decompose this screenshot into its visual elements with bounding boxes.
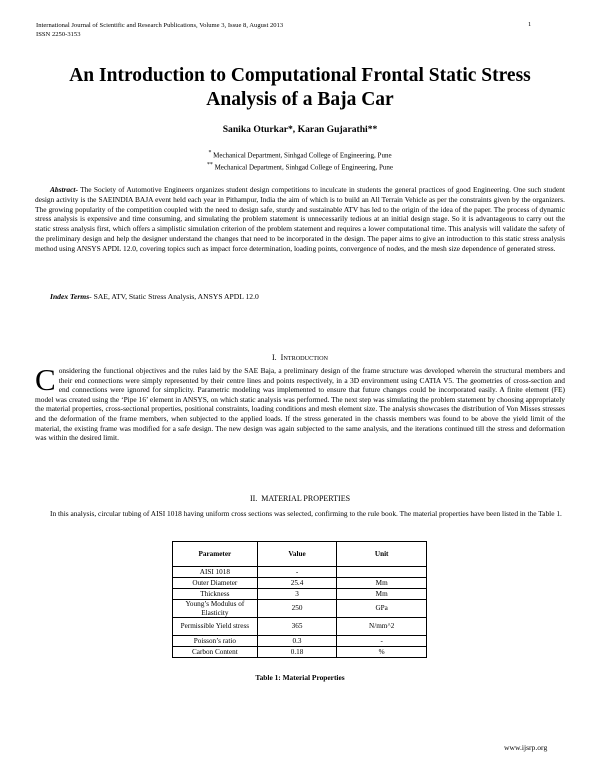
- material-properties-table: [172, 541, 427, 658]
- table-header: Value: [257, 542, 337, 567]
- table-cell: -: [337, 636, 427, 647]
- section-title-rest: NTRODUCTION: [283, 355, 329, 362]
- footer-url: www.ijsrp.org: [504, 743, 548, 752]
- table-cell: Carbon Content: [173, 647, 258, 658]
- affiliation-mark: **: [206, 161, 213, 168]
- section-number: II.: [249, 494, 258, 503]
- affiliation-1: [0, 149, 600, 161]
- table-row: [173, 647, 427, 658]
- introduction-paragraph: [35, 362, 565, 443]
- table-cell: 250: [257, 600, 337, 618]
- index-terms: [50, 292, 259, 301]
- affiliations: [0, 149, 600, 173]
- table-row: [173, 567, 427, 578]
- table-cell: Mm: [337, 589, 427, 600]
- issn: ISSN 2250-3153: [36, 31, 81, 38]
- drop-cap: C: [35, 362, 56, 397]
- affiliation-text: Mechanical Department, Sinhgad College of Engineering, Pune: [214, 163, 394, 172]
- affiliation-2: [0, 161, 600, 173]
- section-number: I.: [271, 353, 277, 362]
- journal-name: International Journal of Scientific and Research Publications, Volume 3, Issue 8, August 2013: [36, 22, 284, 29]
- table-cell: 3: [257, 589, 337, 600]
- affiliation-mark: *: [208, 150, 212, 156]
- index-terms-label: Index Terms: [50, 292, 90, 301]
- authors: Sanika Oturkar*, Karan Gujarathi**: [222, 124, 378, 135]
- table-row: [173, 618, 427, 636]
- table-cell: Thickness: [173, 589, 258, 600]
- table-cell: Mm: [337, 578, 427, 589]
- table-cell: AISI 1018: [173, 567, 258, 578]
- table-row: [173, 600, 427, 618]
- table-cell: 0.18: [257, 647, 337, 658]
- table-cell: 365: [257, 618, 337, 636]
- paper-title: [20, 64, 580, 112]
- table-row: [173, 636, 427, 647]
- table-cell: %: [337, 647, 427, 658]
- table-cell: Permissible Yield stress: [173, 618, 258, 636]
- table-cell: Young’s Modulus of Elasticity: [173, 600, 258, 618]
- index-terms-text: - SAE, ATV, Static Stress Analysis, ANSYS APDL 12.0: [89, 292, 259, 301]
- section-heading-introduction: [0, 353, 600, 362]
- abstract-text: The Society of Automotive Engineers organizes student design competitions to inculcate in students the general practices of good Engineering. One such student design activity is the SAEINDIA BAJA event held each year in Pithampur, India the aim of which is to build an All Terrain Vehicle as per the constraints given by the organizers. The growing popularity of the competition coupled with the need to design safe, sturdy and sustainable ATV has led to the origin of the idea of the paper. The process of dynamic stress analysis is expensive and time consuming, and simulating the problem statement is unnecessarily tedious at an initial design stage. So it is advantageous to carry out the static stress analysis first, which offers a simplistic simulation criterion of the problem statement and requires a lower computational time. This analysis will validate the safety of the preliminary design and help the designer understand the changes that need to be incorporated in the design. The paper aims to give an introduction to this static stress analysis method using ANSYS APDL 12.0, covering topics such as impact force determination, loading points, convergence of nodes, and the mesh size dependence of generated stress.: [35, 185, 566, 253]
- abstract: [35, 185, 565, 254]
- table-header: Parameter: [173, 542, 258, 567]
- material-paragraph: In this analysis, circular tubing of AISI 1018 having uniform cross sections was selected, confirming to the rule book. The material properties have been listed in the Table 1.: [50, 509, 562, 518]
- title-line-2: Analysis of a Baja Car: [206, 89, 394, 110]
- table-cell: Poisson’s ratio: [173, 636, 258, 647]
- section-title: MATERIAL PROPERTIES: [261, 494, 351, 503]
- table-cell: -: [257, 567, 337, 578]
- page-number: 1: [528, 21, 532, 28]
- table-caption: Table 1: Material Properties: [255, 673, 345, 682]
- table-cell: 0.3: [257, 636, 337, 647]
- table-cell: [337, 567, 427, 578]
- table-cell: 25.4: [257, 578, 337, 589]
- running-header: [36, 21, 283, 39]
- table-row: [173, 578, 427, 589]
- affiliation-text: Mechanical Department, Sinhgad College of Engineering, Pune: [213, 151, 392, 160]
- section-heading-material: [0, 494, 600, 503]
- title-line-1: An Introduction to Computational Frontal Static Stress: [69, 65, 531, 86]
- table-header-row: [173, 542, 427, 567]
- section-title-initial: I: [280, 353, 284, 362]
- table-cell: N/mm^2: [337, 618, 427, 636]
- table-row: [173, 589, 427, 600]
- introduction-text: onsidering the functional objectives and the rules laid by the SAE Baja, a preliminary design of the frame structure was developed wherein the structural members and their end connections were simply represented by their centre lines and points respectively, in a 3D environment using CATIA V5. The geometries of cross-section and end connections were ignored for simplicity. Parametric modeling was implemented to ensure that future changes could be incorporated easily. A finite element (FE) model was created using the ‘Pipe 16’ element in ANSYS, on which static analysis was performed. The next step was simulating the problem statement by choosing appropriately the material properties, cross-sectional properties, positional constraints, loading conditions and mesh element size. The analysis showcases the distribution of Von Misses stresses and the deformation of the frame members, when subjected to the applied loads. If the stress generated in the chassis members was found to be above the yield limit of the material, the existing frame was modified for a safe design. The new design was again subjected to the same analysis, and the iterations continued till the stress and deformation was within the desired limit.: [35, 366, 565, 443]
- table-cell: Outer Diameter: [173, 578, 258, 589]
- abstract-label: Abstract-: [50, 185, 78, 194]
- table-cell: GPa: [337, 600, 427, 618]
- table-header: Unit: [337, 542, 427, 567]
